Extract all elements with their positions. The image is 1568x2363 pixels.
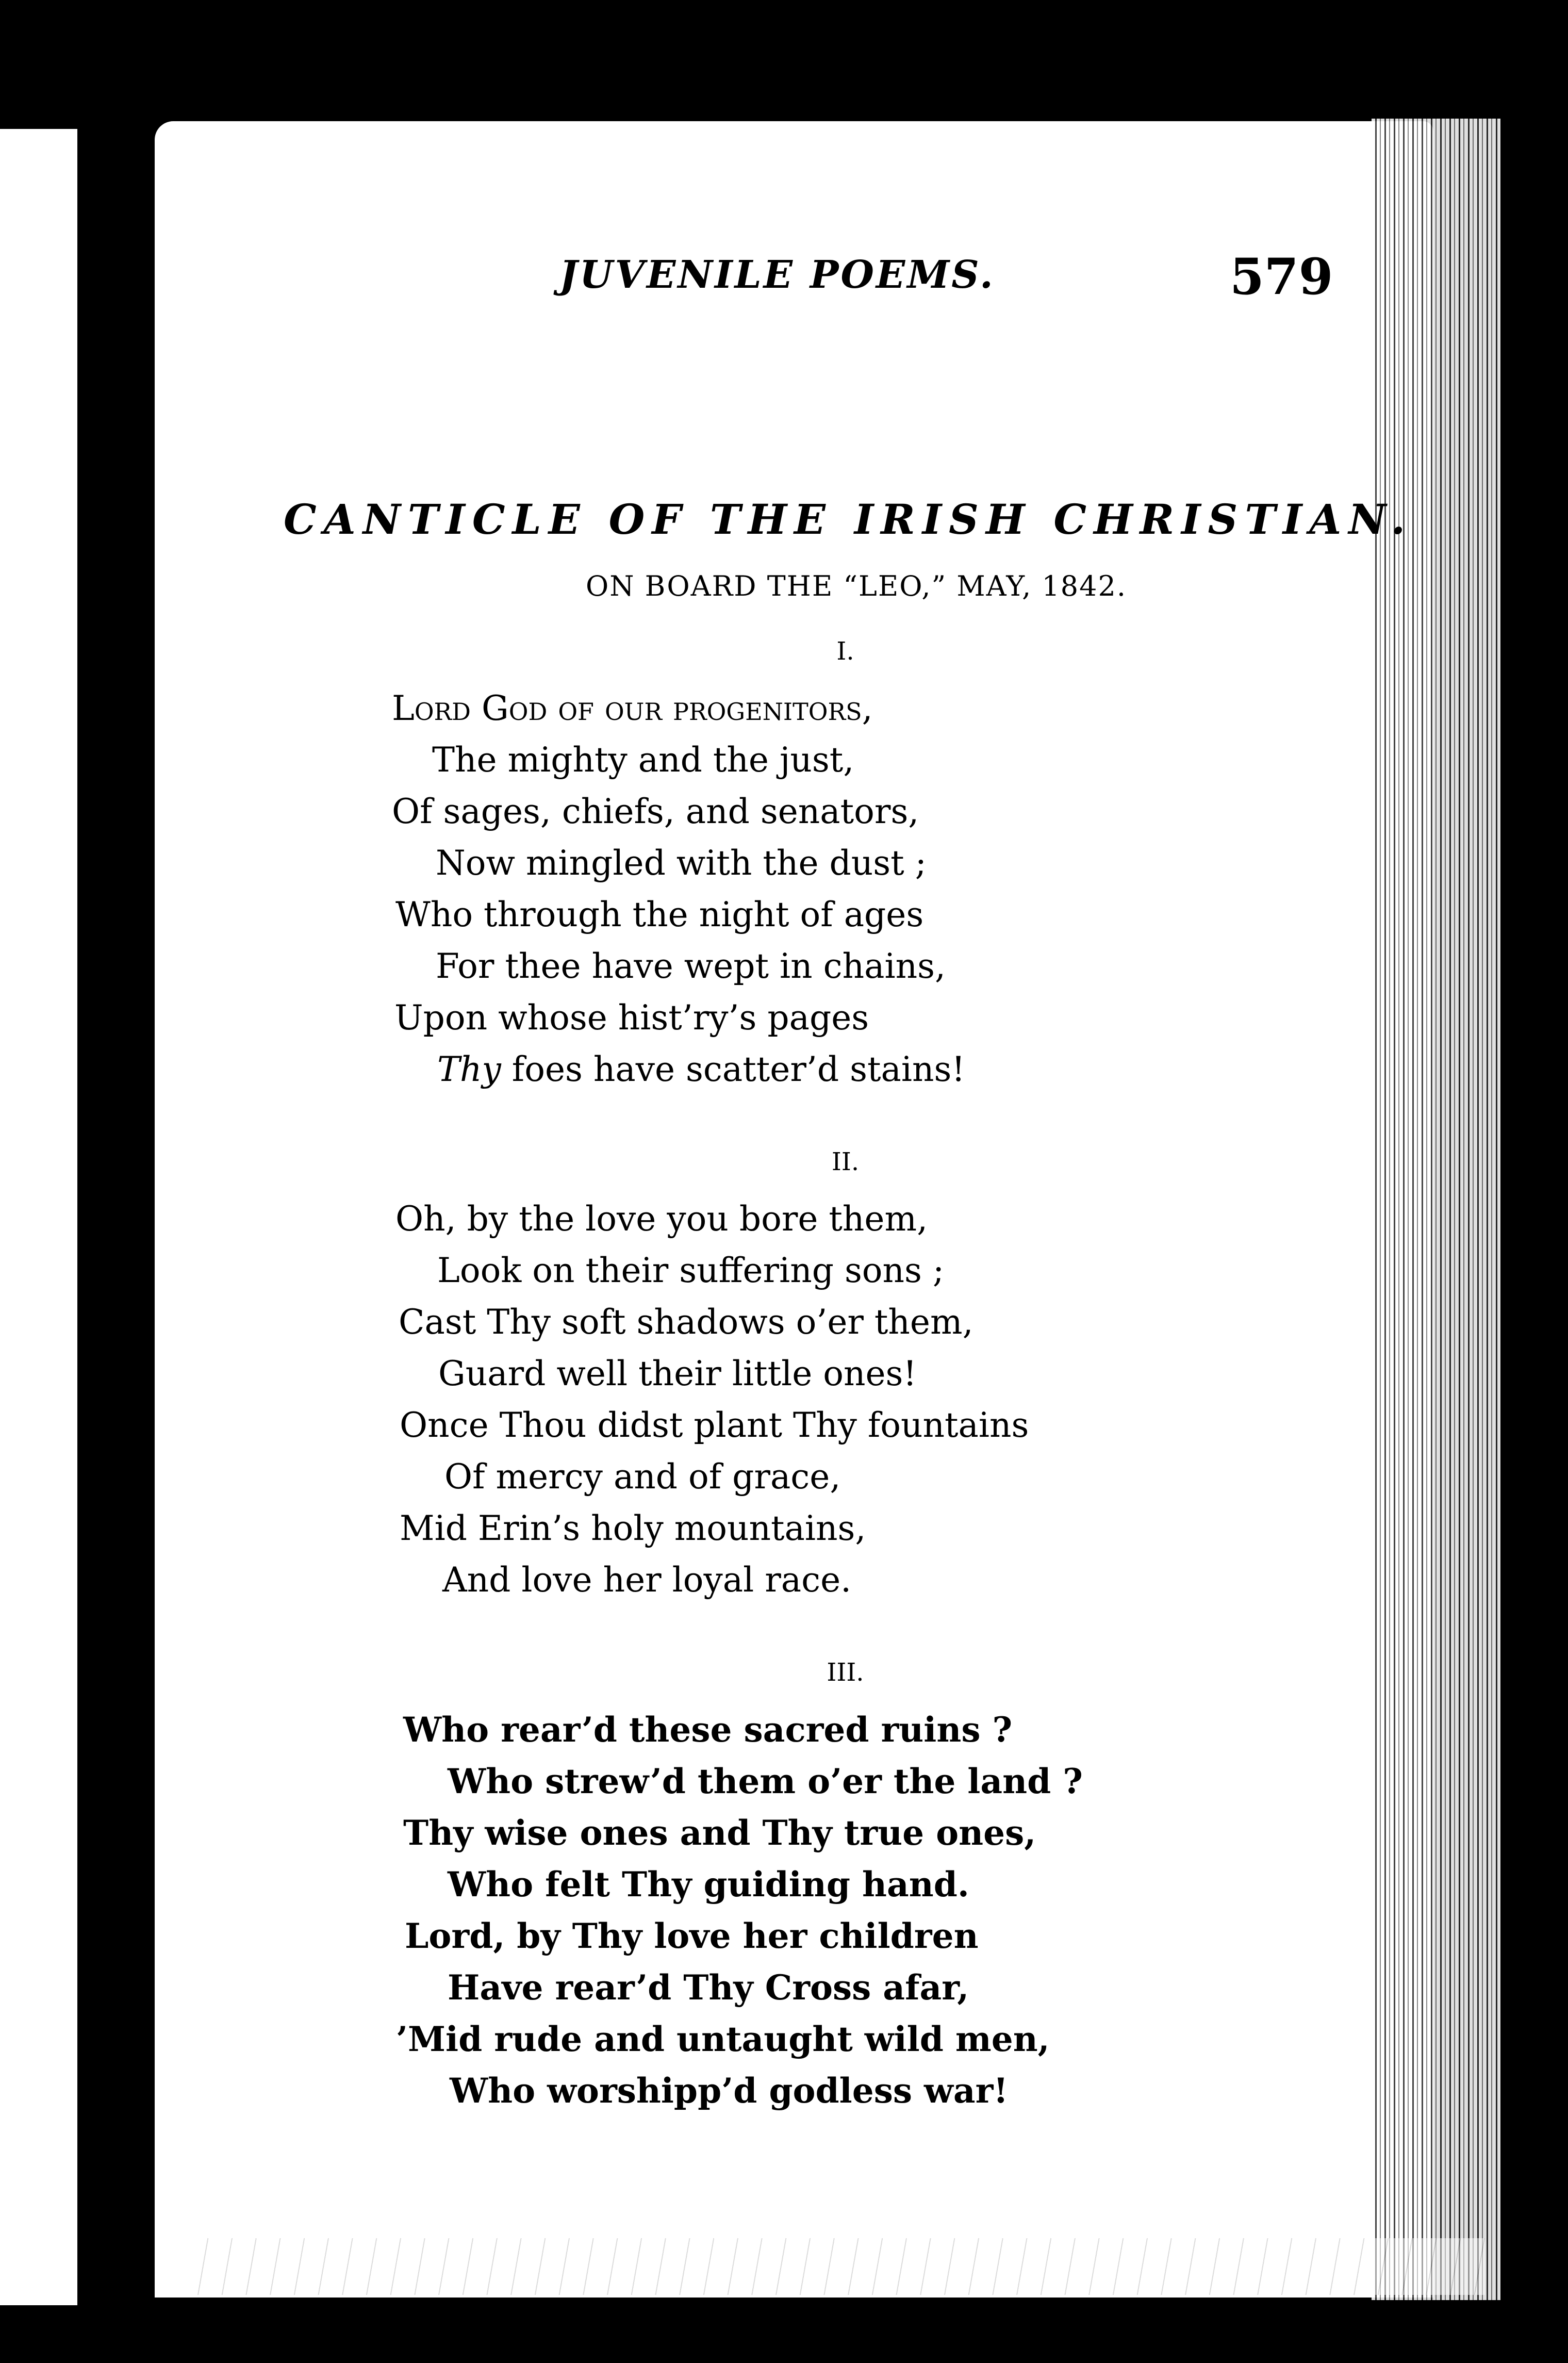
poem-line: Guard well their little ones! [438,1354,917,1393]
scan-gutter-shadow [77,103,155,2321]
poem-line: ’Mid rude and untaught wild men, [396,2019,1050,2059]
poem-line: Who felt Thy guiding hand. [448,1864,969,1905]
poem-line: Lord, by Thy love her children [405,1916,979,1956]
poem-line: And love her loyal race. [442,1560,852,1600]
poem-line: Who worshipp’d godless war! [450,2071,1009,2111]
page-number: 579 [1230,248,1333,306]
emphasis-text: Thy [437,1049,501,1089]
running-head: JUVENILE POEMS. [559,253,995,297]
stanza-numeral: III. [827,1658,864,1687]
poem-line: Thy foes have scatter’d stains! [437,1049,965,1089]
poem-line: Who rear’d these sacred ruins ? [403,1710,1013,1750]
stanza-numeral: II. [831,1147,860,1176]
poem-line: Thy wise ones and Thy true ones, [403,1813,1036,1853]
poem-line [392,688,873,728]
poem-line: Cast Thy soft shadows o’er them, [399,1302,973,1342]
poem-line-text: Lord God of our progenitors, [392,688,873,728]
poem-line: Of sages, chiefs, and senators, [392,792,919,831]
poem-line: Once Thou didst plant Thy fountains [400,1405,1029,1445]
poem-title: CANTICLE OF THE IRISH CHRISTIAN. [284,495,1413,544]
page-bottom-smudge [196,2238,1485,2295]
poem-line: Who strew’d them o’er the land ? [448,1761,1083,1801]
poem-line: Of mercy and of grace, [444,1457,841,1497]
stanza-numeral: I. [836,637,854,666]
poem-line: Who through the night of ages [395,895,924,934]
poem-subtitle: ON BOARD THE “LEO,” MAY, 1842. [585,570,1127,602]
poem-line: Now mingled with the dust ; [436,843,927,883]
page-edge-texture [1372,119,1500,2300]
poem-line: Upon whose hist’ry’s pages [394,998,869,1038]
poem-line: For thee have wept in chains, [436,946,946,986]
poem-line: Mid Erin’s holy mountains, [400,1508,866,1548]
poem-line: The mighty and the just, [432,740,854,780]
poem-line: Oh, by the love you bore them, [395,1199,928,1239]
poem-line: Have rear’d Thy Cross afar, [448,1967,969,2008]
poem-line: Look on their suffering sons ; [437,1251,945,1290]
scan-margin-left [0,129,77,2305]
